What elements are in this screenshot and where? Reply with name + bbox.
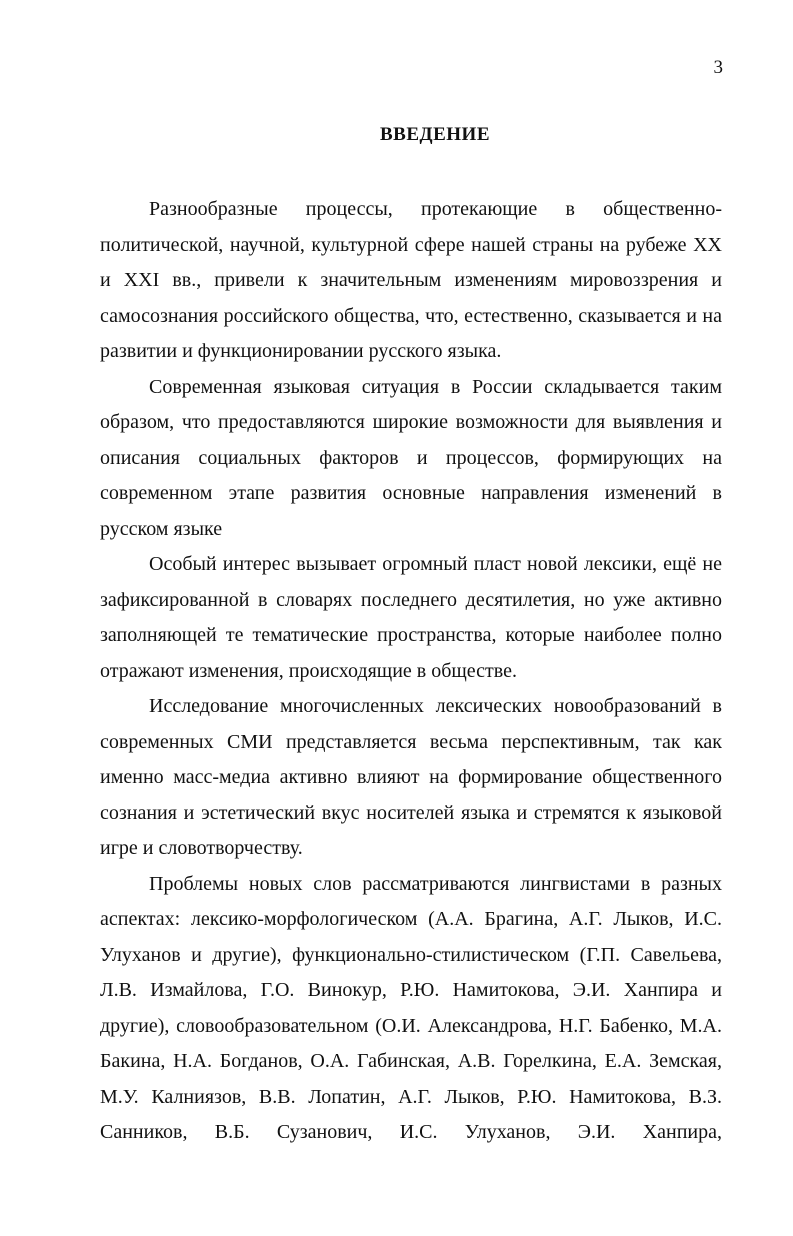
document-body	[100, 192, 722, 1151]
paragraph-5: Проблемы новых слов рассматриваются лингвистами в разных аспектах: лексико-морфологическом (А.А. Брагина, А.Г. Лыков, И.С. Улуханов и другие), функционально-стилистическом (Г.П. Савельева, Л.В. Измайлова, Г.О. Винокур, Р.Ю. Намитокова, Э.И. Ханпира и другие), словообразовательном (О.И. Александрова, Н.Г. Бабенко, М.А. Бакина, Н.А. Богданов, О.А. Габинская, А.В. Горелкина, Е.А. Земская, М.У. Калниязов, В.В. Лопатин, А.Г. Лыков, Р.Ю. Намитокова, В.З. Санников, В.Б. Сузанович, И.С. Улуханов, Э.И. Ханпира,	[100, 872, 722, 1143]
paragraph-4: Исследование многочисленных лексических новообразований в современных СМИ представляется весьма перспективным, так как именно масс-медиа активно влияют на формирование общественного сознания и эстетический вкус носителей языка и стремятся к языковой игре и словотворчеству.	[100, 695, 722, 859]
page-number: 3	[713, 57, 723, 78]
paragraph-2: Современная языковая ситуация в России складывается таким образом, что предоставляются широкие возможности для выявления и описания социальных факторов и процессов, формирующих на современном этапе развития основные направления изменений в русском языке	[100, 375, 722, 540]
paragraph-3: Особый интерес вызывает огромный пласт новой лексики, ещё не зафиксированной в словарях последнего десятилетия, но уже активно заполняющей те тематические пространства, которые наиболее полно отражают изменения, происходящие в обществе.	[100, 553, 722, 682]
paragraph-1: Разнообразные процессы, протекающие в общественно-политической, научной, культурной сфере нашей страны на рубеже XX и XXI вв., привели к значительным изменениям мировоззрения и самосознания российского общества, что, естественно, сказывается и на развитии и функционировании русского языка.	[100, 198, 722, 362]
page-title: ВВЕДЕНИЕ	[380, 124, 490, 145]
